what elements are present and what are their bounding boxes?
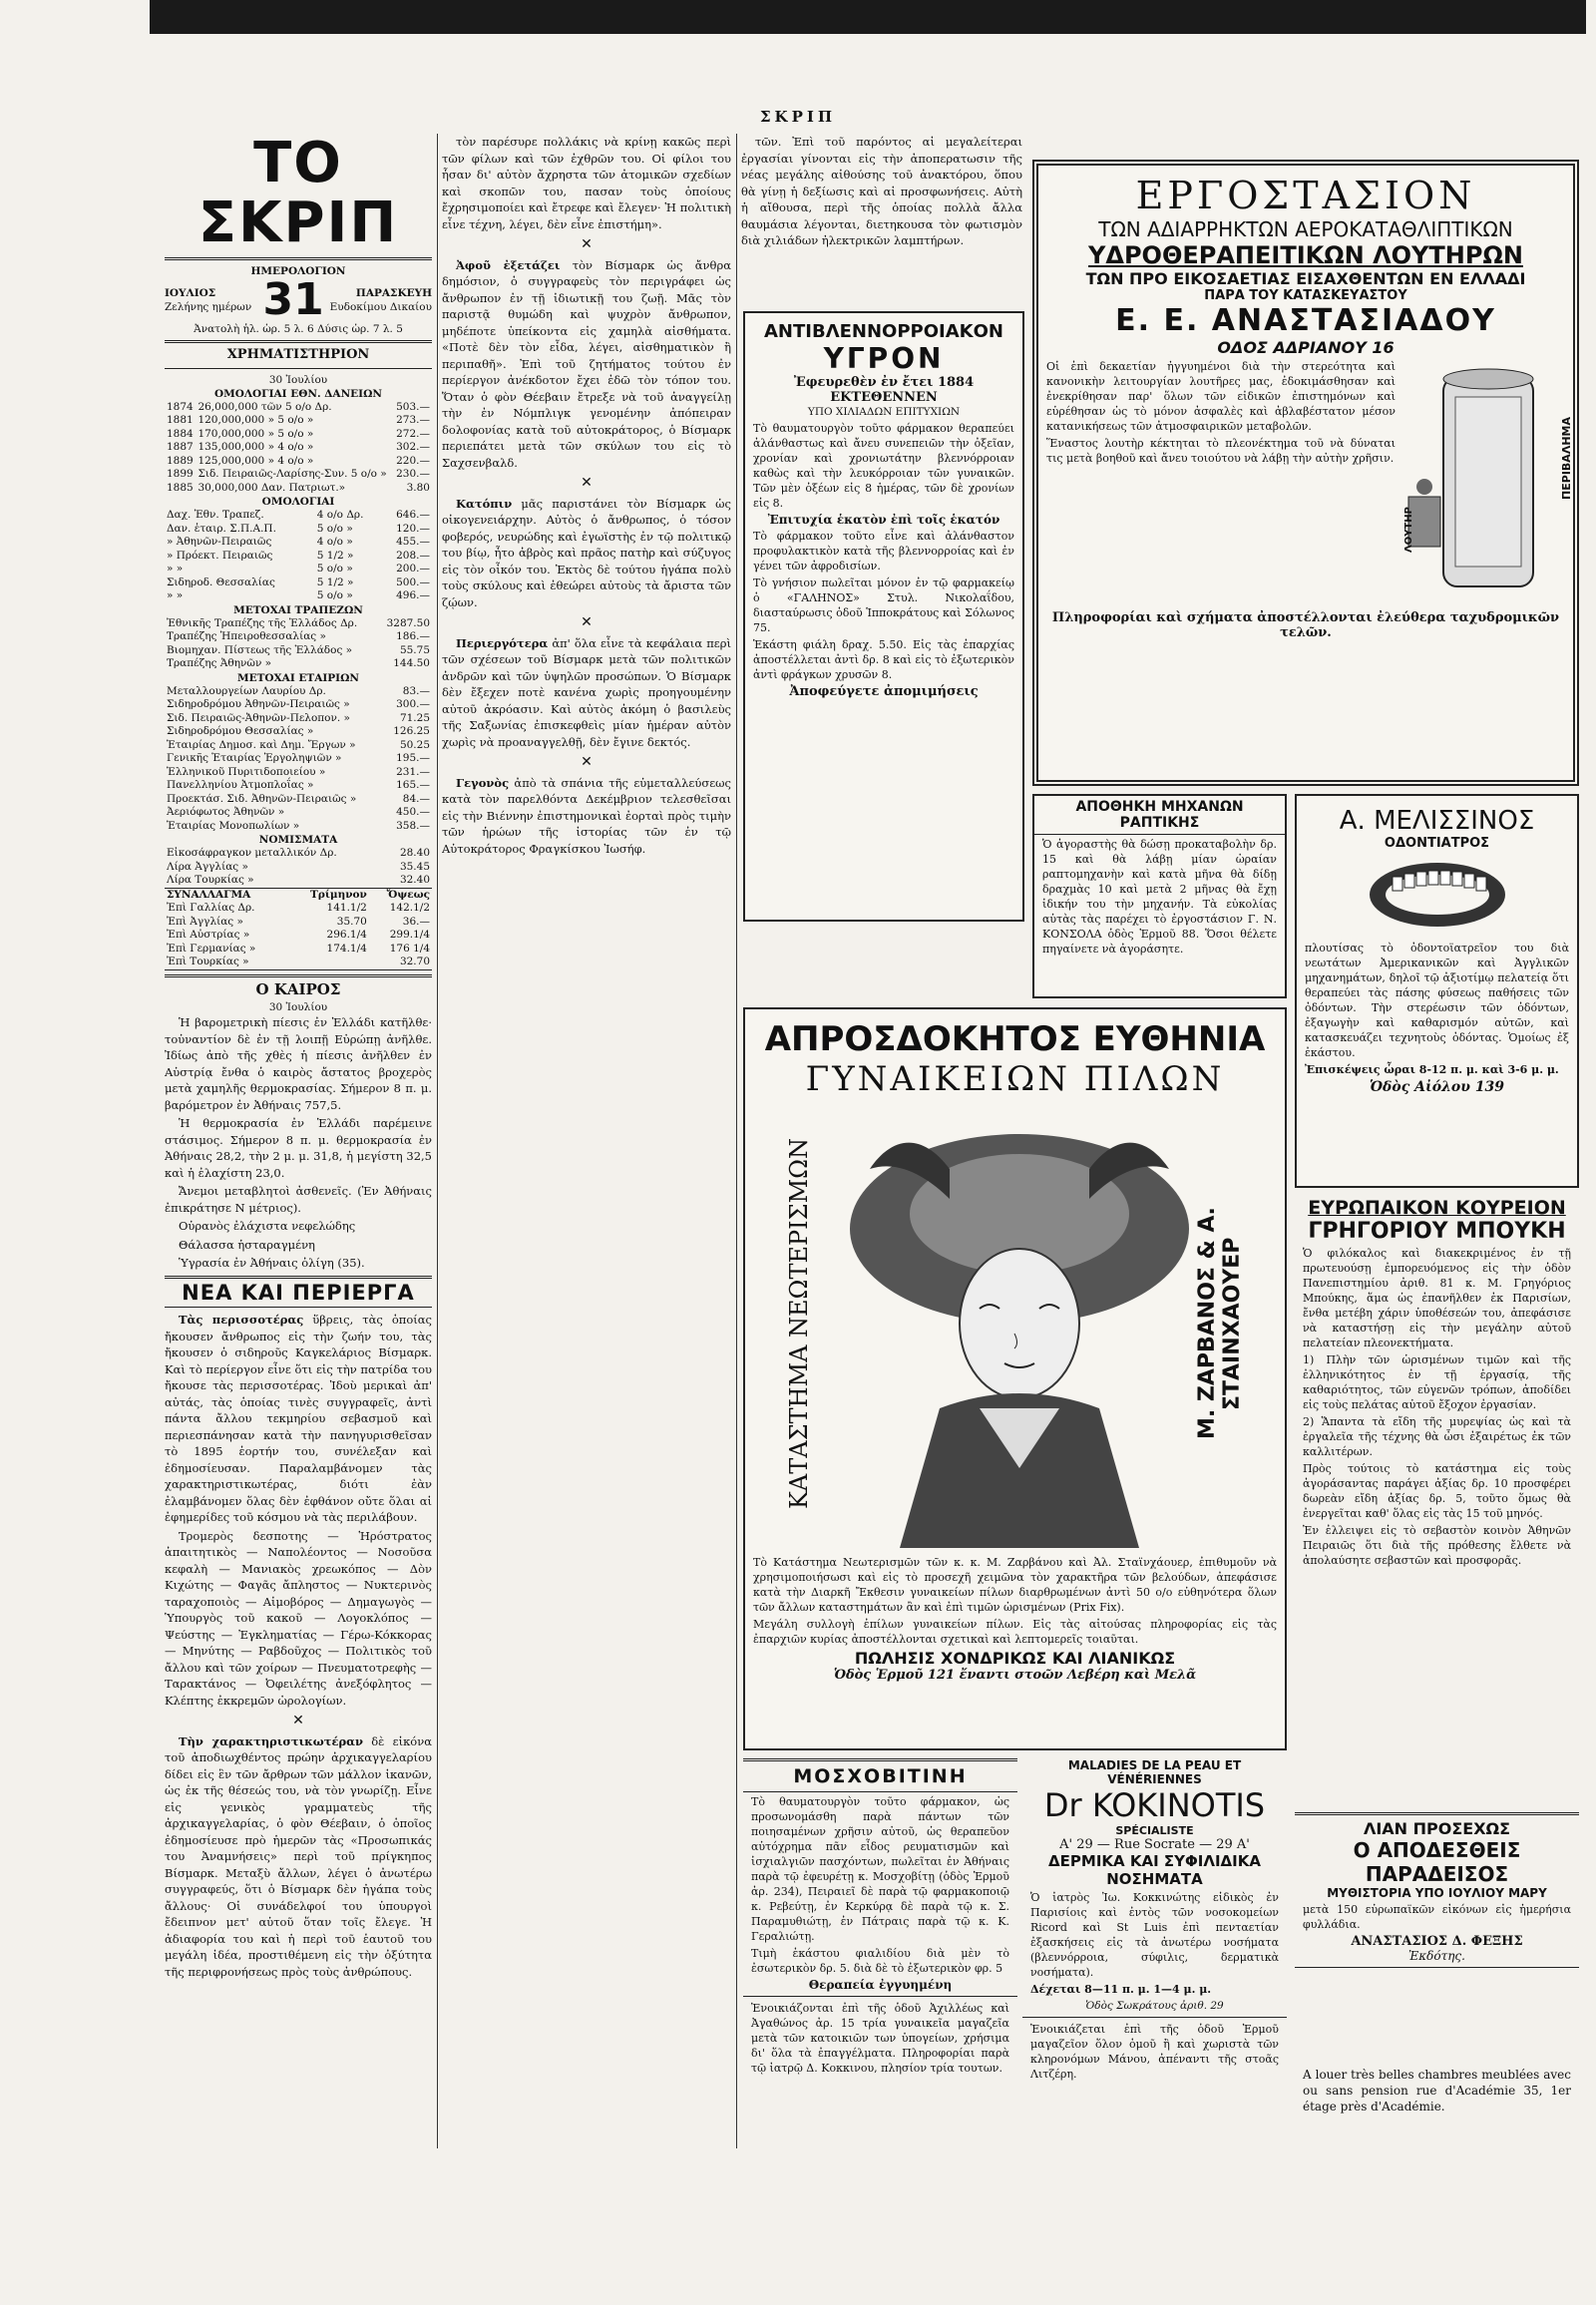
banks-table [165, 617, 432, 671]
ad-price: Τιμὴ ἑκάστου φιαλιδίου διὰ μὲν τὸ ἐσωτερικὸν δρ. 5. διὰ δὲ τὸ ἐξωτερικὸν φρ. 5 [751, 1947, 1009, 1975]
ad-footer: Ἀποφεύγετε ἀπομιμήσεις [789, 684, 979, 699]
table-row: Ἀεριόφωτος Ἀθηνῶν » 450.— [167, 806, 430, 818]
article-paragraph: Ἀφοῦ ἐξετάζει τὸν Βίσμαρκ ὡς ἄνθρα δημόσιον, ὁ συγγραφεὺς τὸν περιγράφει ὡς ἄνθρωπον ἐν τῇ ἰδιωτικῇ του ζωῇ. Μᾶς τὸν παριστᾷ θυμώδη καὶ ψυχρὸν ἄνθρωπον, μηδέποτε ὑπείκοντα εἰς χαμηλὰ αἰσθήματα. «Ποτὲ δὲν τὸν εἶδα, λέγει, αἰσθηματικὸν ἢ περιπαθῆ». Ἐπὶ τοῦ ζητήματος τούτου ἐν περίεργον ἀνέκδοτον ἔχει ἐδῶ τὸν τόπον του. Ὅταν ὁ φὸν Θέεβαιν ἔτρεξε νὰ τοῦ ἀναγγείλῃ τὴν ἐν Νόμπλιγκ γενομένην ἀπόπειραν δολοφονίας κατὰ τοῦ αὐτοκράτορος, ὁ Βίσμαρκ περιεπάτει μετὰ τῶν σκύλων του εἰς τὸ Σαχσενβαλδ. [442, 257, 731, 470]
ad-dr-kokinotis [1022, 1758, 1287, 2157]
table-row: 1885 30,000,000 Δαν. Πατριωτ.» 3.80 [167, 481, 430, 494]
ad-paragraph: Ἕναστος λουτὴρ κέκτηται τὸ πλεονέκτημα τοῦ νὰ δύναται τις μετὰ βοηθοῦ καὶ ἄνευ τοιούτου νὰ λάβῃ τὴν αὐτὴν χρῆσιν. [1046, 437, 1396, 465]
article-paragraph: Γεγονὸς ἀπὸ τὰ σπάνια τῆς εὐμεταλλεύσεως κατὰ τὸν παρελθόντα Δεκέμβριον τελεσθεῖσαι εἰς τὴν Βιέννην ἐπιστημονικαὶ ἐορταὶ πρὸς τιμὴν τῶν ἡρώων τῆς ἱστορίας τῶν ἐν τῷ Αὐτοκράτορος Φραγκίσκου Ἰωσήφ. [442, 775, 731, 856]
table-row: Λίρα Τουρκίας » 32.40 [167, 874, 430, 886]
side-label: ΚΑΤΑΣΤΗΜΑ ΝΕΩΤΕΡΙΣΜΩΝ [785, 1137, 813, 1510]
table-row: Ἐθνικῆς Τραπέζης τῆς Ἑλλάδος Δρ. 3287.50 [167, 616, 430, 629]
sunrise-sunset: Ἀνατολὴ ἡλ. ὡρ. 5 λ. 6 Δύσις ὡρ. 7 λ. 5 [194, 323, 403, 335]
ad-top: MALADIES DE LA PEAU ET VÉNÉRIENNES [1067, 1758, 1242, 1786]
ad-paragraph: Ἐνοικιάζεται ἐπὶ τῆς ὁδοῦ Ἑρμοῦ μαγαζεῖον ὅλον ὁμοῦ ἢ καὶ χωριστὰ τῶν κληρονόμων Μάνου, ἀπέναντι τῆς στοᾶς Λιτζέρη. [1030, 2023, 1279, 2081]
ad-address: Ὁδὸς Ἑρμοῦ 121 ἔναντι στοῶν Λεβέρη καὶ Μελᾶ [833, 1668, 1197, 1683]
companies-table [165, 685, 432, 834]
table-row: Τραπέζης Ἠπειροθεσσαλίας » 186.— [167, 630, 430, 642]
table-row: » » 5 ο/ο » 200.— [167, 563, 430, 575]
table-row: Εἰκοσάφραγκον μεταλλικόν Δρ. 28.40 [167, 847, 430, 859]
table-row: Προεκτάσ. Σιδ. Ἀθηνῶν-Πειραιῶς » 84.— [167, 792, 430, 805]
ad-title: ΕΥΡΩΠΑΙΚΟΝ ΚΟΥΡΕΙΟΝ [1308, 1197, 1566, 1219]
ad-specialty: SPÉCIALISTE [1115, 1824, 1194, 1837]
masthead-title: ΤΟ ΣΚΡΙΠ [198, 134, 399, 255]
ad-hours: Δέχεται 8—11 π. μ. 1—4 μ. μ. [1030, 1983, 1212, 1996]
ad-subtitle: ΜΥΘΙΣΤΟΡΙΑ ΥΠΟ ΙΟΥΛΙΟΥ ΜΑΡΥ [1327, 1886, 1547, 1900]
weather-paragraph: Θάλασσα ἡσταραγμένη [179, 1237, 315, 1252]
side-label: ΛΟΥΤΗΡ [1403, 507, 1414, 554]
table-row: » » 5 ο/ο » 496.— [167, 589, 430, 601]
ad-paragraph: Ἑκάστη φιάλη δραχ. 5.50. Εἰς τὰς ἐπαρχίας ἀποστέλλεται ἀντὶ δρ. 8 καὶ εἰς τὸ ἐξωτερικὸν ἀντὶ φράγκων χρυσῶν 8. [753, 638, 1014, 681]
table-row: Ἐπὶ Γαλλίας Δρ. 141.1/2 142.1/2 [167, 902, 430, 914]
ad-doctor-name: Dr KOKINOTIS [1043, 1786, 1266, 1824]
weather-date: 30 Ἰουλίου [268, 1001, 328, 1013]
weather-paragraph: Ἄνεμοι μεταβλητοὶ ἀσθενεῖς. (Ἐν Ἀθήναις ἐπικράτησε Ν μέτριος). [165, 1184, 432, 1215]
table-row: 1874 26,000,000 τῶν 5 ο/ο Δρ. 503.— [167, 400, 430, 413]
table-row: Ἐπὶ Τουρκίας » 32.70 [167, 956, 430, 967]
table-row: Γενικῆς Ἑταιρίας Ἐργοληψιῶν » 195.— [167, 752, 430, 764]
section-cross: ✕ [292, 1713, 304, 1729]
news-item: Τρομερὸς δεσποτης — Ἡρόστρατος ἀπαιτητικὸς — Ναπολέοντος — Νοσοῦσα κεφαλὴ — Μανιακὸς χρεωκόπος — Δὸν Κιχώτης — Φαγᾶς ἄπληστος — Νυκτερινὸς ταραχοποιὸς — Αἱμοβόρος — Δημαγωγὸς — Ὑπουργὸς τοῦ κακοῦ — Λογοκλόπος — Ψεύστης — Ἐγκληματίας — Γέρω-Κόκκορας — Μηνύτης — Ραβδοῦχος — Πολιτικὸς τοῦ ἄλλου καὶ τῶν χοίρων — Πνευματοτρεφὴς — Ταρακτάνος — Ὀφειλέτης ἀνεξόφλητος — Κλέπτης ἐκκρεμῶν ὡρολογίων. [165, 1528, 432, 1708]
ad-paragraph: Τὸ Κατάστημα Νεωτερισμῶν τῶν κ. κ. Μ. Ζαρβάνου καὶ Ἀλ. Σταϊνχάουερ, ἐπιθυμοῦν νὰ χρησιμοποιήσωσι καὶ εἰς τὸ προσεχῆ χειμῶνα τὸν χαρακτῆρα τῶν βελούδων, ἀπεφάσισε κατὰ τὴν Διαρκῆ Ἔκθεσιν γυναικείων πίλων διαρθρωμένων ἀντὶ 50 ο/ο εὐθηνότερα ὅλων τῶν ἄλλων καταστημάτων ἂν καὶ ἐπὶ τιμῶν ὡρισμένων (Prix Fix). [753, 1556, 1277, 1614]
table-row: Σιδηροδρόμου Θεσσαλίας » 126.25 [167, 725, 430, 737]
ad-footer: Θεραπεία ἐγγυημένη [808, 1978, 953, 1992]
dentures-icon [1297, 851, 1577, 939]
section-cross: ✕ [581, 614, 593, 630]
ad-paragraph: A louer très belles chambres meublées avec ou sans pension rue d'Académie 35, 1er étage près d'Académie. [1303, 2068, 1571, 2113]
calendar-heading: ΗΜΕΡΟΛΟΓΙΟΝ [250, 265, 346, 277]
table-row: Πανελληνίου Ἀτμοπλοΐας » 165.— [167, 779, 430, 791]
ad-title: ΑΠΟΘΗΚΗ ΜΗΧΑΝΩΝ ΡΑΠΤΙΚΗΣ [1034, 796, 1285, 835]
date-block [165, 274, 432, 325]
weather-paragraph: Ἡ θερμοκρασία ἐν Ἑλλάδι παρέμεινε στάσιμος. Σήμερον 8 π. μ. θερμοκρασία ἐν Ἀθήναις 28,2, τὴν 2 μ. μ. 31,8, ἡ μεγίστη 32,5 καὶ ἡ ἐλαχίστη 23,0. [165, 1116, 432, 1180]
weather-paragraph: Ὑγρασία ἐν Ἀθήναις ὀλίγη (35). [179, 1256, 365, 1270]
weather-heading: Ο ΚΑΙΡΟΣ [255, 979, 341, 998]
table-row: Ἑλληνικοῦ Πυριτιδοποιείου » 231.— [167, 765, 430, 778]
table-row: 1889 125,000,000 » 4 ο/ο » 220.— [167, 454, 430, 467]
ad-title: ΑΠΡΟΣΔΟΚΗΤΟΣ ΕΥΘΗΝΙΑ [764, 1019, 1266, 1059]
ad-title: ΑΝΤΙΒΛΕΝΝΟΡΡΟΙΑΚΟΝ [764, 321, 1003, 342]
ad-title-2: ΥΓΡΟΝ [823, 342, 945, 375]
table-row: Ἐπὶ Ἀγγλίας » 35.70 36.— [167, 915, 430, 928]
table-row: » Ἀθηνῶν-Πειραιῶς 4 ο/ο » 455.— [167, 536, 430, 548]
ad-address: ΟΔΟΣ ΑΔΡΙΑΝΟΥ 16 [1217, 338, 1395, 357]
weekday: ΠΑΡΑΣΚΕΥΗ [355, 287, 432, 299]
ad-maker-name: Ε. Ε. ΑΝΑΣΤΑΣΙΑΔΟΥ [1115, 303, 1496, 338]
table-row: Τραπέζης Ἀθηνῶν » 144.50 [167, 657, 430, 669]
ad-paragraph: Τὸ θαυματουργὸν τοῦτο φάρμακον, ὡς προσωνομάσθη παρὰ πάντων τῶν ποιησαμένων χρῆσιν αὐτοῦ, ὡς θεραπεῦον αὐτόχρημα πᾶν εἶδος ρευματισμῶν καὶ ἰσχιαλγιῶν πασχόντων, πωλεῖται ἐν Ἀθήναις παρὰ τῷ ἐφευρέτῃ κ. Μοσχοβίτῃ (ὁδὸς Ἑρμοῦ ἀρ. 234), Πειραιεῖ δὲ παρὰ τῷ φαρμακοποιῷ κ. Ρεβεύτῃ, ἐν Κερκύρᾳ δὲ παρὰ τῷ κ. Σ. Παραμυθιώτῃ, ἐν Πάτραις παρὰ τῷ κ. Κ. Γεραλιώτῃ. [751, 1795, 1009, 1943]
ad-title: ΕΡΓΟΣΤΑΣΙΟΝ [1135, 174, 1476, 217]
ad-line: ΤΩΝ ΠΡΟ ΕΙΚΟΣΑΕΤΙΑΣ ΕΙΣΑΧΘΕΝΤΩΝ ΕΝ ΕΛΛΑΔΙ [1085, 269, 1526, 288]
bonds-heading: ΟΜΟΛΟΓΙΑΙ ΕΘΝ. ΔΑΝΕΙΩΝ [213, 387, 383, 400]
exchange-date: 30 Ἰουλίου [268, 373, 328, 386]
article-paragraph: Περιεργότερα ἀπ' ὅλα εἶνε τὰ κεφάλαια περὶ τῶν σχέσεων τοῦ Βίσμαρκ μετὰ τῶν πολιτικῶν ἀνδρῶν καὶ τῶν ὑψηλῶν προσώπων. Ὁ Βίσμαρκ δὲν ἔξεχεν ποτὲ κανένα χωρὶς προηγουμένην αὐτοῦ ἀκρόασιν. Καὶ αὐτὸς ἀκόμη ὁ βασιλεὺς τῆς Σαξωνίας ἐπισκεφθεὶς μίαν ἡμέραν αὐτὸν χωρὶς νὰ προαναγγελθῇ, δὲν ἔγινε δεκτός. [442, 635, 731, 749]
ad-line: ΤΩΝ ΑΔΙΑΡΡΗΚΤΩΝ ΑΕΡΟΚΑΤΑΘΛΙΠΤΙΚΩΝ [1098, 217, 1513, 241]
ad-barber-name: ΓΡΗΓΟΡΙΟΥ ΜΠΟΥΚΗ [1308, 1219, 1566, 1244]
top-black-strip [150, 0, 1586, 34]
ad-sale-line: ΠΩΛΗΣΙΣ ΧΟΝΔΡΙΚΩΣ ΚΑΙ ΛΙΑΝΙΚΩΣ [854, 1649, 1176, 1668]
table-row: Ἑταιρίας Μονοπωλίων » 358.— [167, 819, 430, 832]
ad-address: Α' 29 — Rue Socrate — 29 Α' [1059, 1837, 1250, 1852]
weather-paragraph: Ἡ βαρομετρικὴ πίεσις ἐν Ἑλλάδι κατῆλθε· τοὐναντίον δὲ ἐν τῇ λοιπῇ Εὐρώπῃ ἀνῆλθε. Ἰδίως ἀπὸ τῆς χθὲς ἡ πίεσις ἀνῆλθεν ἐν Αὐστρίᾳ ἔνθα ὁ καιρὸς ἄστατος βροχερὸς μετὰ χαμηλῆς θερμοκρασίας. Σήμερον 8 π. μ. βαρόμετρον ἐν Ἀθήναις 757,5. [165, 1015, 432, 1112]
news-heading: ΝΕΑ ΚΑΙ ΠΕΡΙΕΡΓΑ [182, 1280, 415, 1305]
table-row: Σιδ. Πειραιῶς-Ἀθηνῶν-Πελοπον. » 71.25 [167, 711, 430, 724]
bonds-table [165, 401, 432, 496]
ad-sewing-machines [1032, 794, 1287, 998]
exchange-heading: ΧΡΗΜΑΤΙΣΤΗΡΙΟΝ [226, 347, 370, 362]
news-item: Τὰς περισσοτέρας ὕβρεις, τὰς ὁποίας ἤκουσεν ἄνθρωπος εἰς τὴν ζωήν του, τὰς ἤκουσεν ὁ σιδηροῦς Καγκελάριος Βίσμαρκ. Καὶ τὸ περίεργον εἶνε ὅτι εἰς τὴν πατρίδα του ἤκουσε τὰς περισσοτέρας. Ἰδοὺ μερικαὶ ἀπ' αὐτάς, τὰς ὁποίας τινὲς συγγραφεῖς, ἀντὶ πάντα ἄλλου τεκμηρίου σεβασμοῦ καὶ περιεσπάνησαν κατὰ τὴν πανηγυρισθεῖσαν τὸ 1895 ἑορτήν του, συνέλεξαν καὶ ἐδημοσίευσαν. Παραλαμβάνομεν τὰς χαρακτηριστικωτέρας, διότι ἐὰν ἐλαμβάνομεν ὅλας δὲν ἐφθάνον οὔτε ὅλαι αἱ ἐφημερίδες τοῦ κόσμου νὰ τὰς περιλάβουν. [165, 1313, 432, 1524]
ad-title-2: ΓΥΝΑΙΚΕΙΩΝ ΠΙΛΩΝ [805, 1059, 1225, 1099]
ad-paragraph: Τὸ φάρμακον τοῦτο εἶνε καὶ ἀλάνθαστον προφυλακτικὸν κατὰ τῆς βλεννορροίας καὶ ἐν γένει τῶν ἀφροδισίων. [753, 530, 1014, 573]
ad-barber [1295, 1197, 1579, 1800]
table-row: Ἐπὶ Γερμανίας » 174.1/4 176 1/4 [167, 942, 430, 955]
table-row: Δαν. ἑταιρ. Σ.Π.Α.Π. 5 ο/ο » 120.— [167, 522, 430, 535]
ad-title: ΔΕΡΜΙΚΑ ΚΑΙ ΣΥΦΙΛΙΔΙΚΑ ΝΟΣΗΜΑΤΑ [1048, 1852, 1261, 1888]
column-2 [442, 134, 731, 1291]
table-row: Δαχ. Ἐθν. Τραπεζ. 4 ο/ο Δρ. 646.— [167, 509, 430, 521]
ad-paragraph: Ὁ φιλόκαλος καὶ διακεκριμένος ἐν τῇ πρωτευούσῃ ἐμπορευόμενος εἰς τὴν ὁδὸν Πανεπιστημίου ἀριθ. 81 κ. Μ. Γρηγόριος Μπούκης, ἅμα ὡς ἐπανῆλθεν ἐκ Παρισίων, ἔνθα μετέβη χάριν ὑποθέσεών του, ἀπεφάσισε νὰ καταστήσῃ εἰς τὴν μεγάλην αὐτοῦ πελατείαν πλεονεκτήματα. [1303, 1247, 1571, 1349]
section-cross: ✕ [581, 475, 593, 491]
table-row: 1887 135,000,000 » 4 ο/ο » 302.— [167, 441, 430, 453]
ad-womens-hats [743, 1007, 1287, 1750]
table-row: Λίρα Ἀγγλίας » 35.45 [167, 860, 430, 873]
ad-success: ΥΠΟ ΧΙΛΙΑΔΩΝ ΕΠΙΤΥΧΙΩΝ [807, 406, 961, 418]
running-header: ΣΚΡΙΠ [759, 108, 837, 126]
ad-line: ΥΔΡΟΘΕΡΑΠΕΙΤΙΚΩΝ ΛΟΥΤΗΡΩΝ [1088, 241, 1523, 269]
obligations-table [165, 509, 432, 603]
table-row: Σιδηροδρόμου Ἀθηνῶν-Πειραιῶς » 300.— [167, 698, 430, 710]
ad-antiblennorrhea [743, 311, 1024, 922]
ad-paragraph: Μεγάλη συλλογὴ ἐπίλων γυναικείων πίλων. Εἰς τὰς αἰτούσας πληροφορίας εἰς τὰς ἐπαρχιῶν κυρίας ἀποστέλλονται σχετικαὶ καὶ λεπτομερεῖς τοιαῦται. [753, 1618, 1277, 1646]
ad-title: ΜΟΣΧΟΒΙΤΙΝΗ [743, 1758, 1017, 1792]
ad-moscovitini [743, 1758, 1017, 2157]
table-header-row: ΣΥΝΑΛΛΑΓΜΑ Τρίμηνον Ὄψεως [167, 888, 430, 901]
table-row: » Πρόεκτ. Πειραιῶς 5 1/2 » 208.— [167, 549, 430, 562]
news-item: Τὴν χαρακτηριστικωτέραν δὲ εἰκόνα τοῦ ἀποδιωχθέντος πρώην ἀρχικαγγελαρίου δίδει εἰς ἓν τῶν ἄρθρων τῶν μάλλον ἱκανῶν, ὡς ἐκ τῆς θέσεώς του, νὰ τὸν γνωρίζῃ. Εἶνε εἰς γενικὸς γραμματεὺς τῆς ἀρχικαγγελαρίας, ὁ φὸν Θέεβαιν, ὁ ὁποῖος ἐδημοσίευσε πρὸ ἡμερῶν τὰς «Προσωπικάς του Ἀναμνήσεις» περὶ τοῦ πρίγκηπος Βίσμαρκ. Μεταξὺ ἄλλων, λέγει ὁ ἀνωτέρω συγγραφεύς, ὅτι ὁ Βίσμαρκ δὲν ἠγάπα τοὺς ἄλλους· Οἱ συνάδελφοί του ὑπουργοὶ ἔδειπνον μετ' αὐτοῦ ὅταν τοῖς ἔλεγε. Ἡ ἀδιαφορία του καὶ ἡ περὶ τοῦ ἑαυτοῦ του μεγάλη ἰδέα, προστιθέμενη εἰς τὴν ὀξύτητα τῆς περιφρονήσεως πρὸς τοὺς ἀνθρώπους. [165, 1733, 432, 1979]
bathtub-illustration [1403, 357, 1573, 606]
ad-address: Ὁδὸς Αἰόλου 139 [1369, 1079, 1505, 1095]
column-3-text [741, 134, 1022, 303]
ad-rooms [1295, 2065, 1579, 2154]
side-label: Μ. ΖΑΡΒΑΝΟΣ & Α. ΣΤΑΙΝΧΑΟΥΕΡ [1195, 1207, 1245, 1440]
ad-paragraph: μετὰ 150 εὐρωπαϊκῶν εἰκόνων εἰς ἡμερήσια φυλλάδια. [1303, 1903, 1571, 1931]
table-row: 1884 170,000,000 » 5 ο/ο » 272.— [167, 427, 430, 440]
ad-paragraph: Ἐν ἐλλειψει εἰς τὸ σεβαστὸν κοινὸν Ἀθηνῶν Πειραιῶς ὅτι διὰ τῆς πρόθεσης ἔλθετε νὰ ἀπολαύσητε σεβαστῶν καὶ προσφορᾶς. [1303, 1524, 1571, 1567]
fx-table [165, 888, 432, 970]
ad-address-2: Ὁδὸς Σωκράτους ἀριθ. 29 [1085, 2000, 1224, 2012]
ad-paragraph: Τὸ γνήσιον πωλεῖται μόνον ἐν τῷ φαρμακείῳ ὁ «ΓΑΛΗΝΟΣ» Στυλ. Νικολαΐδου, διασταύρωσις ὁδοῦ Ἱπποκράτους καὶ Σόλωνος 75. [753, 576, 1014, 634]
table-row: 1881 120,000,000 » 5 ο/ο » 273.— [167, 414, 430, 426]
ad-title: Α. ΜΕΛΙΣΣΙΝΟΣ [1339, 806, 1535, 836]
left-note: Ζελήνης ημέρων [165, 301, 252, 313]
weather-paragraph: Οὐρανὸς ἐλάχιστα νεφελώδης [179, 1219, 356, 1233]
ad-paragraph: 1) Πλὴν τῶν ὡρισμένων τιμῶν καὶ τῆς ἐλληνικότητος ἐν τῇ ἐργασίᾳ, τῆς καθαριότητος, τῶν εὐγενῶν τρόπων, ἀποδίδει εἰς τοὺς πελάτας αὐτοῦ ἔξοχον ἐργασίαν. [1303, 1353, 1571, 1411]
ad-paragraph: Τὸ θαυματουργὸν τοῦτο φάρμακον θεραπεύει ἀλάνθαστως καὶ ἄνευ συνεπειῶν τὴν ὀξεῖαν, χρονίαν καὶ χρονιωτάτην βλεννόρροιαν καθὼς καὶ τὴν λευκόρροιαν τῶν γυναικῶν. Τῶν μὲν ὀξέων εἰς 8 ἡμέρας, τῶν δὲ χρονίων εἰς 8. [753, 422, 1014, 510]
ad-bath-factory [1032, 160, 1579, 786]
ad-paragraph: 2) Ἅπαντα τὰ εἴδη τῆς μυρεψίας ὡς καὶ τὰ ἐργαλεῖα τῆς τέχνης θὰ ὦσι ἐξαιρέτως ἐκ τῶν καλλιτέρων. [1303, 1415, 1571, 1458]
hat-illustration-area [745, 1099, 1285, 1553]
ad-role: Ἐκδότης. [1408, 1949, 1465, 1963]
side-label: ΠΕΡΙΒΑΛΗΜΑ [1560, 417, 1573, 500]
ad-paragraph: Πρὸς τούτοις τὸ κατάστημα εἰς τοὺς ἀγοράσαντας παράγει ἀξίας δρ. 10 προσφέρει δωρεὰν εἴδη ἀξίας δρ. 5, τοῦτο ὅμως θὰ ἐνεργεῖται καθ' ὅλας εἰς τὰς 15 τοῦ μηνός. [1303, 1462, 1571, 1520]
coins-table [165, 847, 432, 888]
banks-heading: ΜΕΤΟΧΑΙ ΤΡΑΠΕΖΩΝ [233, 603, 363, 616]
ad-novel [1295, 1808, 1579, 2058]
table-row: Ἑταιρίας Δημοσ. καὶ Δημ. Ἔργων » 50.25 [167, 738, 430, 751]
section-cross: ✕ [581, 236, 593, 252]
ad-top: ΛΙΑΝ ΠΡΟΣΕΧΩΣ [1363, 1819, 1511, 1838]
ad-paragraph: πλουτίσας τὸ ὀδοντοϊατρεῖον του διὰ νεωτάτων Ἀμερικανικῶν καὶ Ἀγγλικῶν μηχανημάτων, δηλοῖ τῷ ἀξιοτίμῳ πελατείᾳ ὅτι θεραπεύει τὰς πάσης φύσεως παθήσεις τῶν ὀδόντων. Τὴν στερέωσιν τῶν ὀδόντων, ἐξαγωγὴν καὶ καθαρισμόν αὐτῶν, καὶ κατασκευάζει τεχνητοὺς ὀδόντας. Ὁμοίως ἐξ ἐκάστου. [1305, 942, 1569, 1059]
ad-paragraph: Ἐνοικιάζονται ἐπὶ τῆς ὁδοῦ Ἀχιλλέως καὶ Ἀγαθώνος ἀρ. 15 τρία γυναικεῖα μαγαζεῖα μετὰ τῶν κατοικιῶν των ὑπογείων, χρήσιμα δι' ὅλα τὰ ἐπαγγέλματα. Πληροφορίαι παρὰ τῷ ἰατρῷ Δ. Κοκκινου, πλησίον τρία τουτων. [751, 2002, 1009, 2075]
ad-subheading: Ἐπιτυχία ἑκατὸν ἐπὶ τοῖς ἑκατόν [767, 513, 1000, 527]
coins-heading: ΝΟΜΙΣΜΑΤΑ [258, 834, 338, 846]
table-row: Ἐπὶ Αὐστρίας » 296.1/4 299.1/4 [167, 929, 430, 941]
article-paragraph: Κατόπιν μᾶς παριστάνει τὸν Βίσμαρκ ὡς οἰκογενειάρχην. Αὐτὸς ὁ ἄνθρωπος, ὁ τόσον φοβερός, νευρώδης καὶ ἐγωϊστὴς ἐν τῷ πολιτικῷ του βίῳ, ἦτο ἀβρὸς καὶ πρᾶος πατὴρ καὶ σύζυγος εἰς τὸν οἶκόν του. Ἐκτὸς δὲ τούτου ἠγάπα πολὺ τοὺς σκύλους καὶ ἐθεώρει αὐτοὺς τὰ ἄριστα τῶν ζῴων. [442, 496, 731, 609]
ad-line: ΠΑΡΑ ΤΟΥ ΚΑΤΑΣΚΕΥΑΣΤΟΥ [1204, 288, 1407, 303]
table-row: 1899 Σιδ. Πειραιῶς-Λαρίσης-Συν. 5 ο/ο » 230.— [167, 468, 430, 480]
right-note: Ευδοκίμου Δικαίου [329, 301, 432, 313]
day-number: 31 [262, 274, 324, 325]
table-row: Σιδηροδ. Θεσσαλίας 5 1/2 » 500.— [167, 576, 430, 588]
section-cross: ✕ [581, 754, 593, 770]
ad-paragraph: Ὁ ἰατρὸς Ἰω. Κοκκινώτης εἰδικὸς ἐν Παρισίοις καὶ ἐντὸς τῶν νοσοκομείων Ricord καὶ St Luis ἐπὶ πενταετίαν ἐξασκήσεις εἰς τὰ ἀνωτέρω νοσήματα (βλεννόρροια, σύφιλις, δερματικὰ νοσήματα). [1030, 1891, 1279, 1979]
ad-paragraph: Ὁ ἀγοραστὴς θὰ δώσῃ προκαταβολὴν δρ. 15 καὶ θὰ λάβῃ μίαν ὡραίαν ραπτομηχανὴν καὶ κατὰ μῆνα θὰ δίδῃ δραχμὰς 10 καὶ μετὰ 2 μῆνας θὰ ἔχῃ ἰδικήν του τὴν μηχανήν. Τὰ εὐκολίας αὐτὰς τὰς παρέχει τὸ ἐργοστάσιον Γ. Ν. ΚΟΝΣΟΛΑ ὁδὸς Ἑρμοῦ 88. Ὅσοι θέλετε πηγαίνετε νὰ ἀγοράσητε. [1042, 838, 1277, 956]
ad-paragraph: Οἱ ἐπὶ δεκαετίαν ἠγγυημένοι διὰ τὴν στερεότητα καὶ κανονικὴν λειτουργίαν λουτῆρες μας, ἐδοκιμάσθησαν καὶ ἐνεκρίθησαν παρ' ὅλων τῶν εἰδικῶν ἐπιστημόνων καὶ εὑρέθησαν ὡς τὸ μόνον ἀσφαλὲς καὶ ἀβλαβέστατον μέσον κατανικήσεως τῶν ἀτμοσφαιρικῶν μεταβολῶν. [1046, 360, 1396, 433]
ad-year: Ἐφευρεθὲν ἐν ἔτει 1884 [793, 375, 975, 390]
companies-heading: ΜΕΤΟΧΑΙ ΕΤΑΙΡΙΩΝ [236, 671, 360, 684]
woman-with-hat-illustration [830, 1109, 1204, 1548]
obligations-heading: ΟΜΟΛΟΓΙΑΙ [261, 496, 335, 508]
month: ΙΟΥΛΙΟΣ [165, 287, 216, 299]
ad-hours: Ἐπισκέψεις ὧραι 8-12 π. μ. καὶ 3-6 μ. μ. [1305, 1063, 1559, 1076]
table-row: Βιομηχαν. Πίστεως τῆς Ἑλλάδος » 55.75 [167, 643, 430, 656]
table-row: Μεταλλουργείων Λαυρίου Δρ. 83.— [167, 684, 430, 697]
ad-subtitle: ΟΔΟΝΤΙΑΤΡΟΣ [1384, 836, 1490, 851]
article-paragraph: τῶν. Ἐπὶ τοῦ παρόντος αἱ μεγαλείτεραι ἐργασίαι γίνονται εἰς τὴν ἀποπερατωσιν τῆς νέας μεγάλης αἰθούσης τοῦ ἀνακτόρου, ὅπου θὰ γίνῃ ἡ δεξίωσις καὶ αἱ προσφωνήσεις. Αὐτὴ ἡ αἴθουσα, περὶ τῆς ὁποίας πολλὰ ἄλλα θαυμάσια λέγονται, διετηκουσα τὸν φωτισμὸν διὰ χιλιάδων ἠλεκτρικῶν λαμπτήρων. [741, 135, 1022, 247]
ad-title: Ο ΑΠΟΔΕΣΘΕΙΣ ΠΑΡΑΔΕΙΣΟΣ [1353, 1838, 1521, 1886]
ad-publisher: ΑΝΑΣΤΑΣΙΟΣ Δ. ΦΕΞΗΣ [1351, 1934, 1523, 1949]
column-1 [165, 134, 432, 2148]
ad-dentist [1295, 794, 1579, 1188]
ad-footer: Πληροφορίαι καὶ σχήματα ἀποστέλλονται ἐλεύθερα ταχυδρομικῶν τελῶν. [1051, 610, 1560, 640]
article-paragraph: τὸν παρέσυρε πολλάκις νὰ κρίνῃ κακῶς περὶ τῶν φίλων καὶ τῶν ἐχθρῶν του. Οἱ φίλοι του ἦσαν δι' αὐτὸν ἄχρηστα τῶν ἀτομικῶν σχεδίων καὶ σκοπῶν του, πασαν τοὺς ὁποίους ἔχρησιμοποίει καὶ ἔτρεφε καὶ ἔλεγεν· Ἡ πολιτικὴ εἶνε τέχνη, λέγει, δὲν εἶνε ἐπιστήμη». [442, 135, 731, 231]
ad-tested: ΕΚΤΕΘΕΝΝΕΝ [830, 390, 938, 405]
